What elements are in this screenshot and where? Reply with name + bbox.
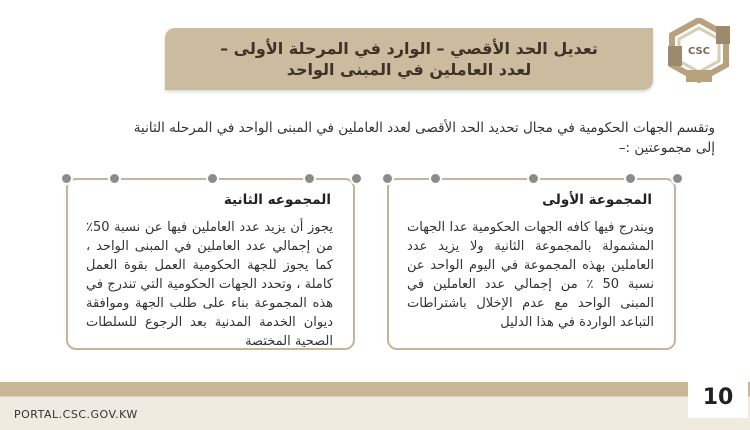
dot-icon bbox=[527, 172, 540, 185]
dot-icon bbox=[206, 172, 219, 185]
csc-logo-icon bbox=[664, 18, 734, 90]
group-1-card bbox=[387, 178, 676, 350]
intro-line-1: وتقسم الجهات الحكومية في مجال تحديد الحد الأقصى لعدد العاملين في المبنى الواحد في المرحله الثانية bbox=[133, 120, 715, 136]
page-number: 10 bbox=[688, 376, 748, 418]
title-line-2: لعدد العاملين في المبنى الواحد bbox=[286, 60, 532, 79]
group-2-card bbox=[66, 178, 355, 350]
slide-title bbox=[165, 28, 653, 90]
dot-icon bbox=[671, 172, 684, 185]
dot-icon bbox=[60, 172, 73, 185]
group-2-body: يجوز أن يزيد عدد العاملين فيها عن نسبة 50٪ من إجمالي عدد العاملين في المبنى الواحد ، كما يجوز للجهة الحكومية العمل بقوة العمل كاملة ، وتحدد الجهات الحكومية التي تندرج في هذه المجموعة بناء على طلب الجهة وموافقة ديوان الخدمة المدنية بعد الرجوع للسلطات الصحية المختصة bbox=[86, 220, 333, 349]
group-2-dots bbox=[68, 172, 353, 186]
footer-url-link[interactable]: PORTAL.CSC.GOV.KW bbox=[14, 408, 138, 421]
dot-icon bbox=[624, 172, 637, 185]
dot-icon bbox=[381, 172, 394, 185]
group-1-body: ويندرج فيها كافه الجهات الحكومية عدا الجهات المشمولة بالمجموعة الثانية ولا يزيد عدد العاملين بهذه المجموعة في اليوم الواحد عن نسبة 50 ٪ من إجمالي عدد العاملين في المبنى الواحد مع عدم الإخلال باشتراطات التباعد الواردة في هذا الدليل bbox=[407, 220, 654, 330]
svg-text:CSC: CSC bbox=[687, 46, 711, 57]
dot-icon bbox=[108, 172, 121, 185]
group-1-title: المجموعة الأولى bbox=[542, 192, 652, 208]
footer-band bbox=[0, 382, 750, 430]
intro-text bbox=[40, 118, 715, 158]
title-line-1: تعديل الحد الأقصي – الوارد في المرحلة الأولى – bbox=[220, 39, 598, 58]
group-2-title: المجموعه الثانية bbox=[223, 192, 331, 208]
dot-icon bbox=[350, 172, 363, 185]
intro-line-2: إلى مجموعتين :– bbox=[618, 140, 715, 156]
footer-strip bbox=[0, 382, 750, 396]
group-1-dots bbox=[389, 172, 674, 186]
dot-icon bbox=[303, 172, 316, 185]
dot-icon bbox=[429, 172, 442, 185]
